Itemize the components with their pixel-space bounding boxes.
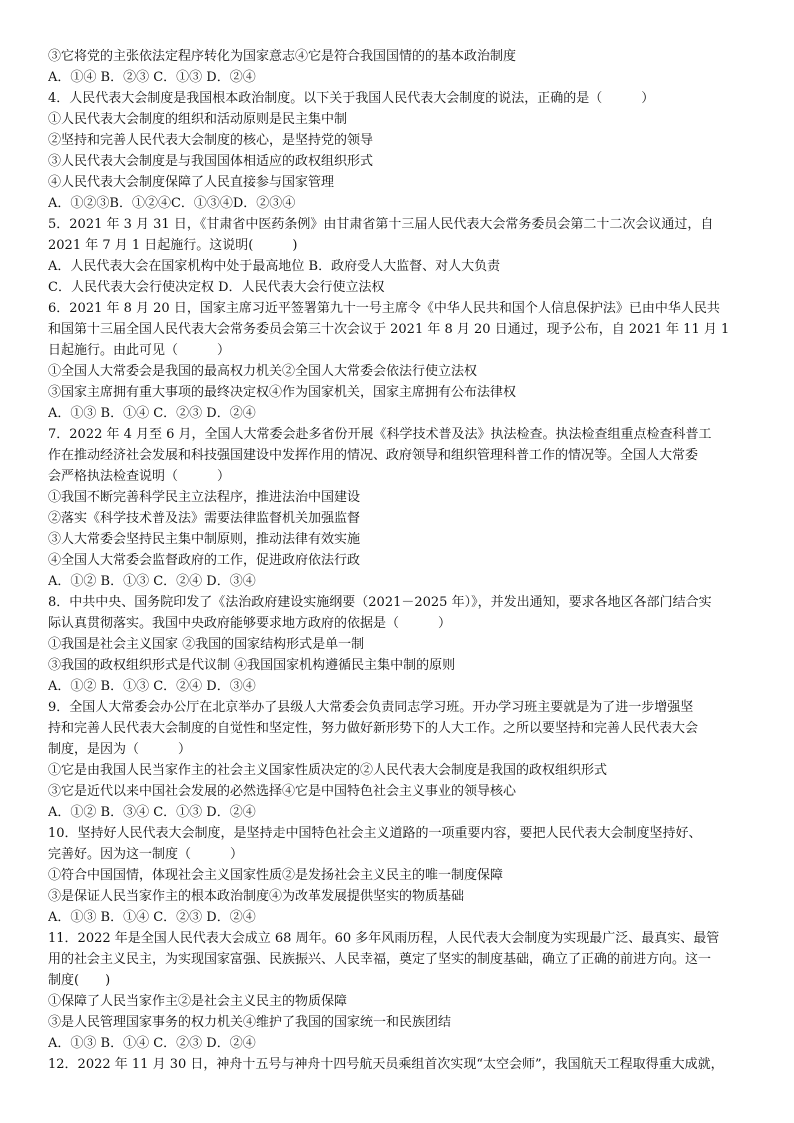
text-line: 10．坚持好人民代表大会制度，是坚持走中国特色社会主义道路的一项重要内容，要把人民代表大会制度坚持好、 — [48, 826, 702, 841]
text-line: 12．2022 年 11 月 30 日，神舟十五号与神舟十四号航天员乘组首次实现“太空会师”，我国航天工程取得重大成就， — [48, 1057, 724, 1072]
text-line: A．①④ B．②③ C．①③ D．②④ — [48, 70, 256, 85]
question-block — [48, 928, 750, 1054]
text-line: 制度( ) — [48, 973, 111, 988]
text-line: 11．2022 年是全国人民代表大会成立 68 周年。60 多年风雨历程，人民代表大会制度为实现最广泛、最真实、最管 — [48, 931, 720, 946]
text-line: 持和完善人民代表大会制度的自觉性和坚定性，努力做好新形势下的人大工作。之所以要坚持和完善人民代表大会 — [48, 721, 699, 736]
text-line: 制度，是因为（ ） — [48, 742, 192, 757]
text-line: 7．2022 年 4 月至 6 月，全国人大常委会赴多省份开展《科学技术普及法》执法检查。执法检查组重点检查科普工 — [48, 427, 712, 442]
text-line: ②落实《科学技术普及法》需要法律监督机关加强监督 — [48, 511, 361, 526]
text-line: 5．2021 年 3 月 31 日，《甘肃省中医药条例》由甘肃省第十三届人民代表大会常务委员会第二十二次会议通过，自 — [48, 217, 714, 232]
text-line: 和国第十三届全国人民代表大会常务委员会第三十次会议于 2021 年 8 月 20 日通过，现予公布，自 2021 年 11 月 1 — [48, 322, 730, 337]
text-line: ③是保证人民当家作主的根本政治制度④为改革发展提供坚实的物质基础 — [48, 889, 465, 904]
text-line: 9．全国人大常委会办公厅在北京举办了县级人大常委会负责同志学习班。开办学习班主要就是为了进一步增强坚 — [48, 700, 694, 715]
question-block — [48, 823, 750, 928]
text-line: ④全国人大常委会监督政府的工作，促进政府依法行政 — [48, 553, 361, 568]
text-line: A．①③ B．①④ C．②③ D．②④ — [48, 910, 256, 925]
text-line: ③我国的政权组织形式是代议制 ④我国国家机构遵循民主集中制的原则 — [48, 658, 456, 673]
text-line: A．①② B．③④ C．①③ D．②④ — [48, 805, 256, 820]
text-line: ①全国人大常委会是我国的最高权力机关②全国人大常委会依法行使立法权 — [48, 364, 478, 379]
text-line: ②坚持和完善人民代表大会制度的核心，是坚持党的领导 — [48, 133, 374, 148]
text-line: 4．人民代表大会制度是我国根本政治制度。以下关于我国人民代表大会制度的说法，正确的是（ ） — [48, 91, 655, 106]
question-block — [48, 424, 750, 592]
text-line: 作在推动经济社会发展和科技强国建设中发挥作用的情况、政府领导和组织管理科普工作的情况等。全国人大常委 — [48, 448, 699, 463]
question-block — [48, 298, 750, 424]
text-line: 会严格执法检查说明（ ） — [48, 469, 231, 484]
text-line: 际认真贯彻落实。我国中央政府能够要求地方政府的依据是（ ） — [48, 616, 452, 631]
text-line: ①我国不断完善科学民主立法程序，推进法治中国建设 — [48, 490, 361, 505]
text-line: ①符合中国国情，体现社会主义国家性质②是发扬社会主义民主的唯一制度保障 — [48, 868, 504, 883]
text-line: C．人民代表大会行使决定权 D．人民代表大会行使立法权 — [48, 280, 385, 295]
text-line: A．①② B．①③ C．②④ D．③④ — [48, 574, 256, 589]
text-line: A．①②③B．①②④C．①③④D．②③④ — [48, 196, 296, 211]
exam-page — [48, 46, 750, 1075]
text-line: A．人民代表大会在国家机构中处于最高地位 B．政府受人大监督、对人大负责 — [48, 259, 501, 274]
text-line: A．①③ B．①④ C．②③ D．②④ — [48, 1036, 256, 1051]
text-line: A．①② B．①③ C．②④ D．③④ — [48, 679, 256, 694]
text-line: ④人民代表大会制度保障了人民直接参与国家管理 — [48, 175, 335, 190]
question-block — [48, 46, 750, 88]
text-line: ①它是由我国人民当家作主的社会主义国家性质决定的②人民代表大会制度是我国的政权组织形式 — [48, 763, 608, 778]
text-line: 完善好。因为这一制度（ ） — [48, 847, 244, 862]
question-block — [48, 1054, 750, 1075]
text-line: ③它是近代以来中国社会发展的必然选择④它是中国特色社会主义事业的领导核心 — [48, 784, 517, 799]
text-line: 2021 年 7 月 1 日起施行。这说明( ) — [48, 238, 298, 253]
text-line: ③是人民管理国家事务的权力机关④维护了我国的国家统一和民族团结 — [48, 1015, 452, 1030]
question-block — [48, 592, 750, 697]
text-line: ①我国是社会主义国家 ②我国的国家结构形式是单一制 — [48, 637, 365, 652]
text-line: 6．2021 年 8 月 20 日，国家主席习近平签署第九十一号主席令《中华人民共和国个人信息保护法》已由中华人民共 — [48, 301, 720, 316]
text-line: ③人大常委会坚持民主集中制原则，推动法律有效实施 — [48, 532, 361, 547]
text-line: 用的社会主义民主，为实现国家富强、民族振兴、人民幸福，奠定了坚实的制度基础，确立了正确的前进方向。这一 — [48, 952, 712, 967]
text-line: 8．中共中央、国务院印发了《法治政府建设实施纲要（2021－2025 年）》，并发出通知，要求各地区各部门结合实 — [48, 595, 712, 610]
question-block — [48, 88, 750, 214]
question-block — [48, 697, 750, 823]
text-line: ①人民代表大会制度的组织和活动原则是民主集中制 — [48, 112, 348, 127]
text-line: ③它将党的主张依法定程序转化为国家意志④它是符合我国国情的的基本政治制度 — [48, 49, 517, 64]
question-block — [48, 214, 750, 298]
text-line: 日起施行。由此可见（ ） — [48, 343, 231, 358]
text-line: ①保障了人民当家作主②是社会主义民主的物质保障 — [48, 994, 348, 1009]
text-line: A．①③ B．①④ C．②③ D．②④ — [48, 406, 256, 421]
text-line: ③国家主席拥有重大事项的最终决定权④作为国家机关，国家主席拥有公布法律权 — [48, 385, 517, 400]
text-line: ③人民代表大会制度是与我国国体相适应的政权组织形式 — [48, 154, 374, 169]
